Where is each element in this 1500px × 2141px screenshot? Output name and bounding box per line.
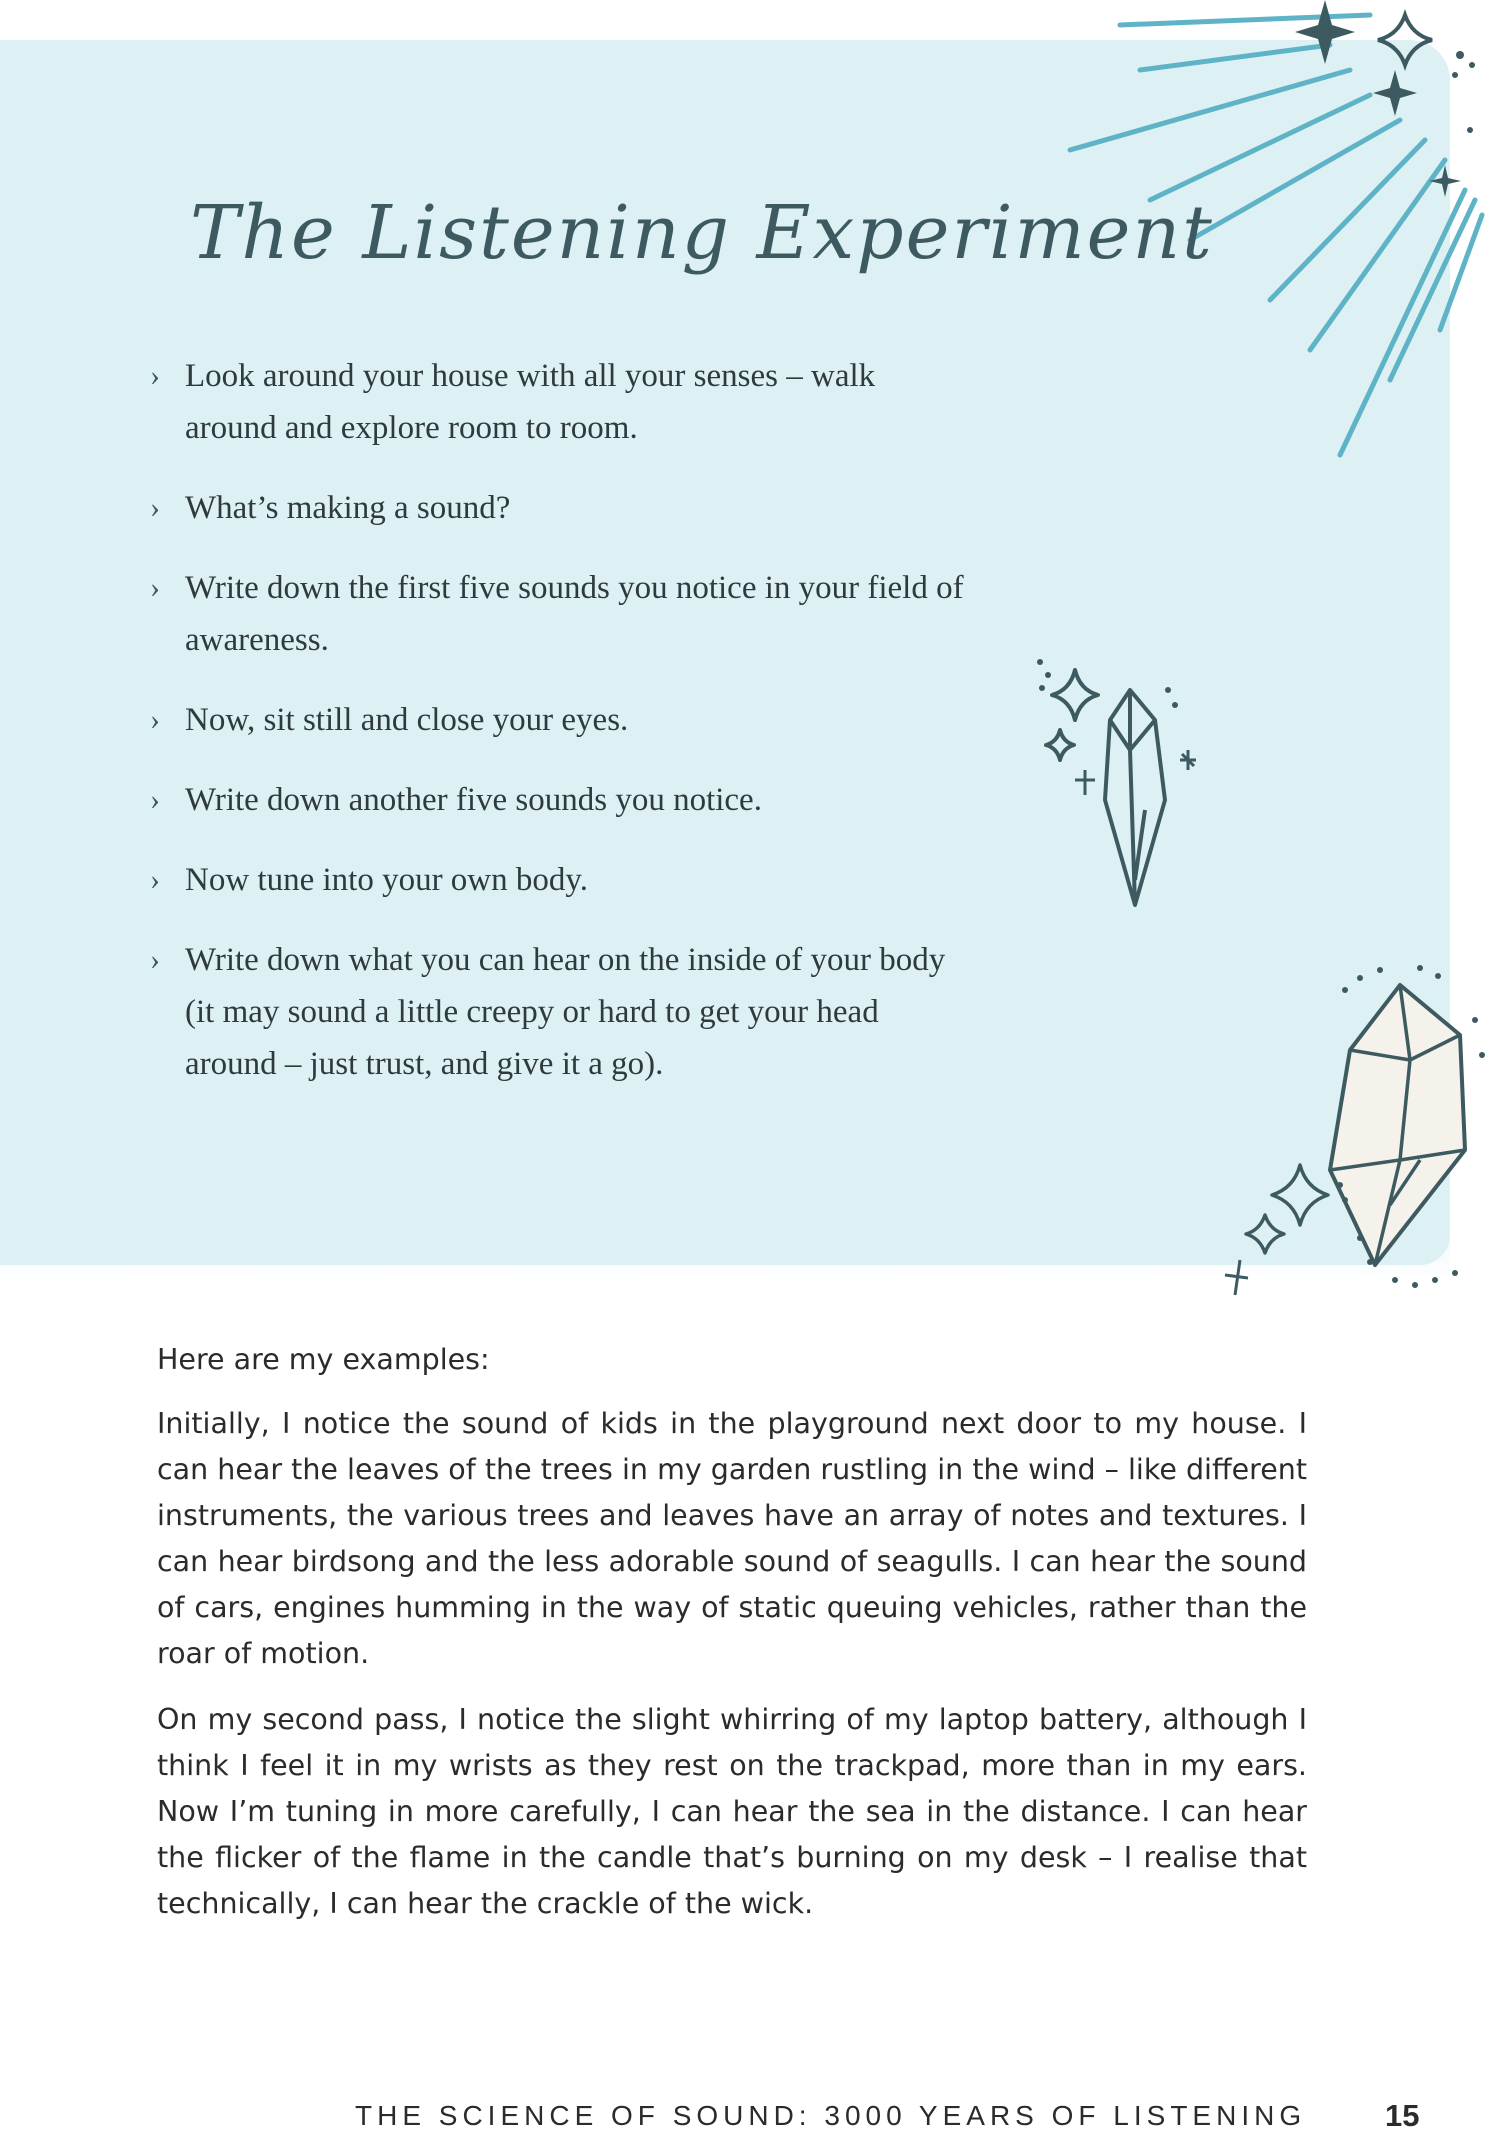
chevron-right-icon: › — [150, 571, 160, 604]
list-item — [150, 774, 970, 826]
examples-intro: Here are my examples: — [157, 1343, 490, 1376]
list-item — [150, 350, 970, 454]
list-item-text: Look around your house with all your senses – walk around and explore room to room. — [185, 358, 876, 446]
list-item — [150, 482, 970, 534]
list-item-text: What’s making a sound? — [185, 490, 511, 526]
list-item — [150, 854, 970, 906]
chevron-right-icon: › — [150, 491, 160, 524]
list-item-text: Write down another five sounds you notice. — [185, 782, 762, 818]
chevron-right-icon: › — [150, 863, 160, 896]
crystal-small-icon — [1030, 650, 1220, 920]
sparkle-icon — [1378, 15, 1432, 65]
example-paragraph: Initially, I notice the sound of kids in the playground next door to my house. I can hear the leaves of the trees in my garden rustling in the wind – like different instruments, the various trees and leaves have an array of notes and textures. I can hear birdsong and the less adorable sound of seagulls. I can hear the sound of cars, engines humming in the way of static queuing vehicles, rather than the roar of motion. — [157, 1407, 1307, 1670]
list-item — [150, 934, 970, 1090]
list-item-text: Write down what you can hear on the inside of your body (it may sound a little creepy or hard to get your head around – just trust, and give it a go). — [185, 942, 946, 1082]
chevron-right-icon: › — [150, 783, 160, 816]
chevron-right-icon: › — [150, 703, 160, 736]
list-item — [150, 562, 970, 666]
example-paragraph: On my second pass, I notice the slight whirring of my laptop battery, although I think I feel it in my wrists as they rest on the trackpad, more than in my ears. Now I’m tuning in more carefully, I can hear the sea in the distance. I can hear the flicker of the flame in the candle that’s burning on my desk – I realise that technically, I can hear the crackle of the wick. — [157, 1703, 1307, 1920]
list-item-text: Now tune into your own body. — [185, 862, 588, 898]
examples-section — [157, 1337, 1307, 1947]
list-item-text: Now, sit still and close your eyes. — [185, 702, 629, 738]
crystal-large-icon — [1210, 960, 1500, 1340]
page-number: 15 — [1385, 2098, 1420, 2133]
chevron-right-icon: › — [150, 943, 160, 976]
running-footer: THE SCIENCE OF SOUND: 3000 YEARS OF LISTENING — [355, 2100, 1307, 2131]
list-item — [150, 694, 970, 746]
page-title: The Listening Experiment — [190, 190, 1214, 276]
list-item-text: Write down the first five sounds you notice in your field of awareness. — [185, 570, 964, 658]
steps-list — [150, 350, 970, 1118]
chevron-right-icon: › — [150, 359, 160, 392]
